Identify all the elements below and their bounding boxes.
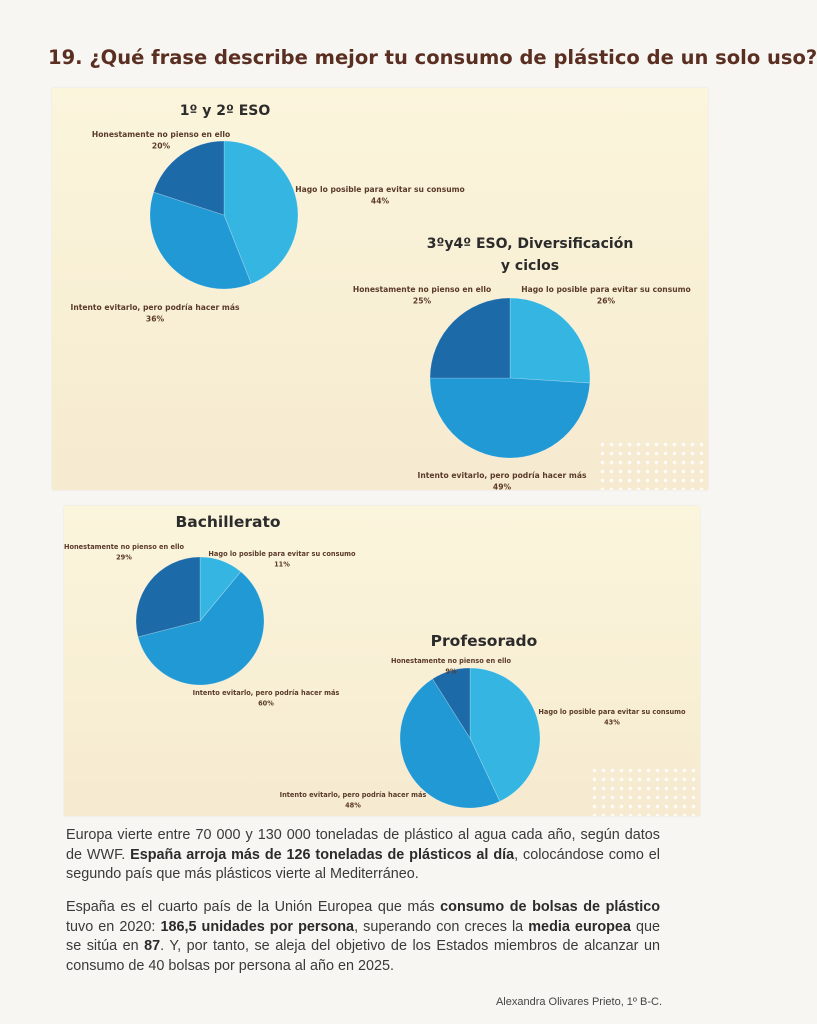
paragraph2-run-6: que se sitúa en xyxy=(66,918,661,954)
slice-label-hago: Hago lo posible para evitar su consumo xyxy=(295,185,465,194)
slice-label-honestamente: Honestamente no pienso en ello xyxy=(91,130,231,139)
slice-percent-hago: 11% xyxy=(274,560,290,569)
slice-percent-hago: 26% xyxy=(596,296,616,306)
chart-title-line: Profesorado xyxy=(430,632,538,650)
slice-label-honestamente: Honestamente no pienso en ello xyxy=(63,543,185,551)
paragraph2-run-2: tuvo en 2020: xyxy=(66,918,161,935)
slice-percent-intento: 49% xyxy=(492,482,512,492)
slice-label-intento: Intento evitarlo, pero podría hacer más xyxy=(192,689,340,697)
chart-title-line: Bachillerato xyxy=(175,513,281,531)
slice-label-honestamente: Honestamente no pienso en ello xyxy=(352,285,492,294)
paragraph1-run-0: Europa vierte entre 70 000 y 130 000 toneladas de plástico al agua cada año, según datos de WWF. xyxy=(66,827,660,863)
chart-title-line: 1º y 2º ESO xyxy=(179,103,271,119)
pie-slice-hago xyxy=(510,298,590,383)
paragraph2-run-7: 87 xyxy=(144,938,161,954)
paragraph-plastic-spill xyxy=(66,826,660,885)
author-signature: Alexandra Olivares Prieto, 1º B-C. xyxy=(495,996,662,1008)
slice-label-intento: Intento evitarlo, pero podría hacer más xyxy=(70,303,240,312)
slice-percent-intento: 36% xyxy=(145,314,165,324)
pie-slice-intento xyxy=(430,378,590,458)
slice-label-hago: Hago lo posible para evitar su consumo xyxy=(208,550,356,558)
slice-percent-honestamente: 29% xyxy=(116,553,132,562)
slice-percent-honestamente: 9% xyxy=(445,667,457,676)
slice-percent-hago: 44% xyxy=(370,196,390,206)
slice-percent-honestamente: 25% xyxy=(412,296,432,306)
slice-percent-intento: 60% xyxy=(258,699,274,708)
slice-label-intento: Intento evitarlo, pero podría hacer más xyxy=(279,791,427,799)
slice-label-hago: Hago lo posible para evitar su consumo xyxy=(521,285,691,294)
pie-chart-profesorado xyxy=(270,628,700,813)
chart-title-line: 3ºy4º ESO, Diversificación xyxy=(426,236,634,252)
slice-percent-intento: 48% xyxy=(345,801,361,810)
chart-title-line: y ciclos xyxy=(500,258,560,274)
pie-chart-eso-3-4 xyxy=(330,230,720,495)
slice-label-hago: Hago lo posible para evitar su consumo xyxy=(538,708,686,716)
slice-percent-honestamente: 20% xyxy=(151,141,171,151)
paragraph2-run-0: España es el cuarto país de la Unión Europea que más xyxy=(66,899,441,915)
paragraph2-run-5: media europea xyxy=(528,918,631,935)
question-title: 19. ¿Qué frase describe mejor tu consumo de plástico de un solo uso? xyxy=(48,46,817,69)
paragraph2-run-8: . Y, por tanto, se aleja del objetivo de los Estados miembros de alcanzar un consumo de 40 bolsas por persona al año en 2025. xyxy=(66,938,660,974)
paragraph2-run-4: , superando con creces la xyxy=(354,918,529,935)
slice-label-honestamente: Honestamente no pienso en ello xyxy=(390,657,512,665)
pie-slice-honestamente xyxy=(430,298,510,378)
paragraph1-run-2: , colocándose como el segundo país que más plásticos vierte al Mediterráneo. xyxy=(66,846,660,882)
paragraph1-run-1: España arroja más de 126 toneladas de plásticos al día xyxy=(130,846,515,863)
slice-label-intento: Intento evitarlo, pero podría hacer más xyxy=(417,471,587,480)
paragraph2-run-3: 186,5 unidades por persona xyxy=(160,918,355,935)
paragraph-plastic-bags xyxy=(66,898,660,976)
slice-percent-hago: 43% xyxy=(604,718,620,727)
paragraph2-run-1: consumo de bolsas de plástico xyxy=(440,899,661,915)
